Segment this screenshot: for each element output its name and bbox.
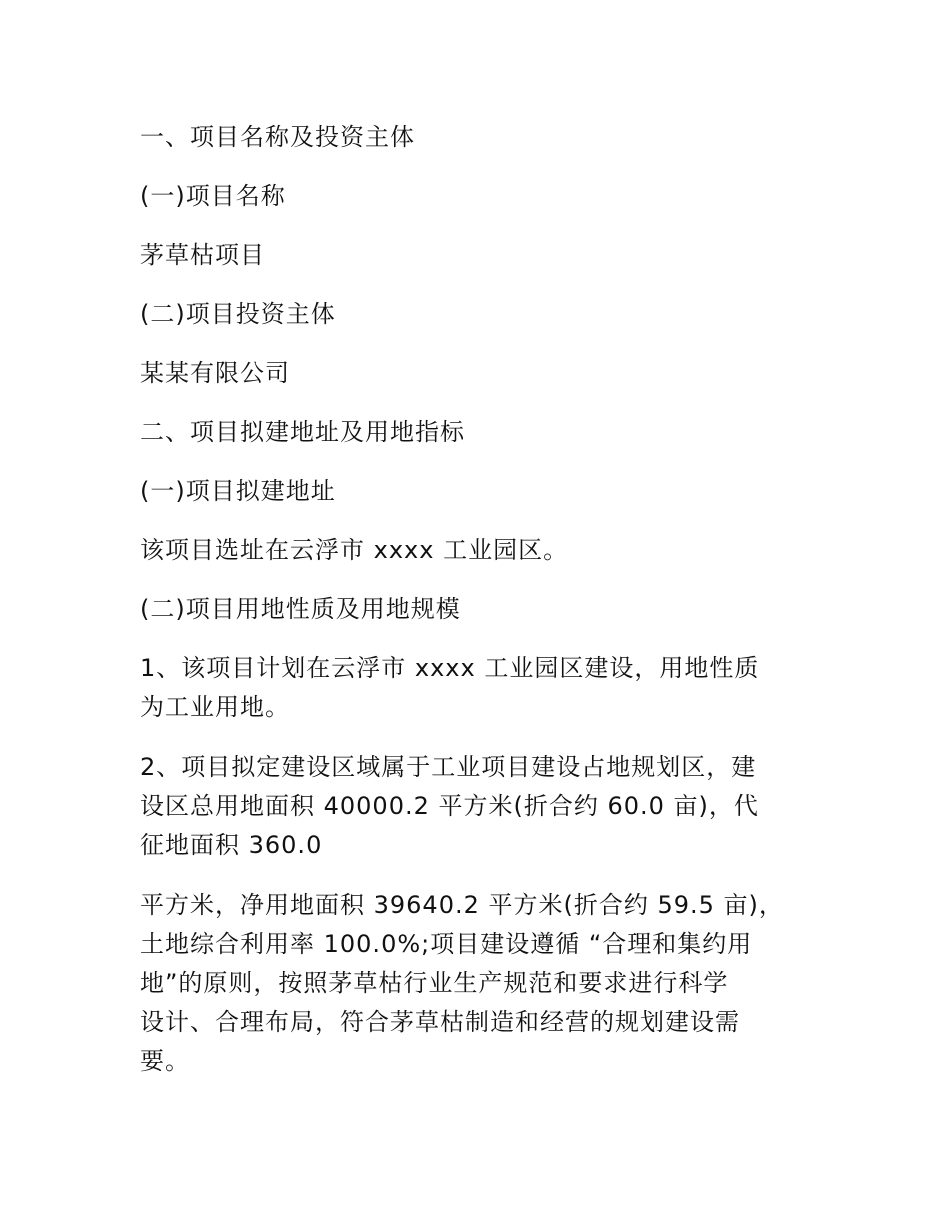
subsection-heading: (一)项目拟建地址 [140,477,336,505]
paragraph-line: 征地面积 360.0 [140,831,323,859]
paragraph-line: 2、项目拟定建设区域属于工业项目建设占地规划区，建 [140,753,757,781]
document-body [140,118,830,1081]
section-heading: 一、项目名称及投资主体 [140,123,415,151]
paragraph-line: 1、该项目计划在云浮市 xxxx 工业园区建设，用地性质 [140,654,760,682]
project-name-text: 茅草枯项目 [140,241,265,269]
paragraph-line: 为工业用地。 [140,693,290,721]
paragraph-line: 平方米，净用地面积 39640.2 平方米(折合约 59.5 亩)， [140,891,784,919]
paragraph-line: 要。 [140,1047,190,1075]
paragraph-line: 地”的原则，按照茅草枯行业生产规范和要求进行科学 [140,969,729,997]
paragraph-line: 设计、合理布局，符合茅草枯制造和经营的规划建设需 [140,1008,740,1036]
investor-text: 某某有限公司 [140,359,290,387]
paragraph-line: 设区总用地面积 40000.2 平方米(折合约 60.0 亩)，代 [140,792,759,820]
section-heading: 二、项目拟建地址及用地指标 [140,418,465,446]
subsection-heading: (二)项目用地性质及用地规模 [140,595,461,623]
address-text: 该项目选址在云浮市 xxxx 工业园区。 [140,536,569,564]
subsection-heading: (二)项目投资主体 [140,300,336,328]
paragraph-line: 土地综合利用率 100.0%;项目建设遵循 “合理和集约用 [140,930,753,958]
subsection-heading: (一)项目名称 [140,182,286,210]
